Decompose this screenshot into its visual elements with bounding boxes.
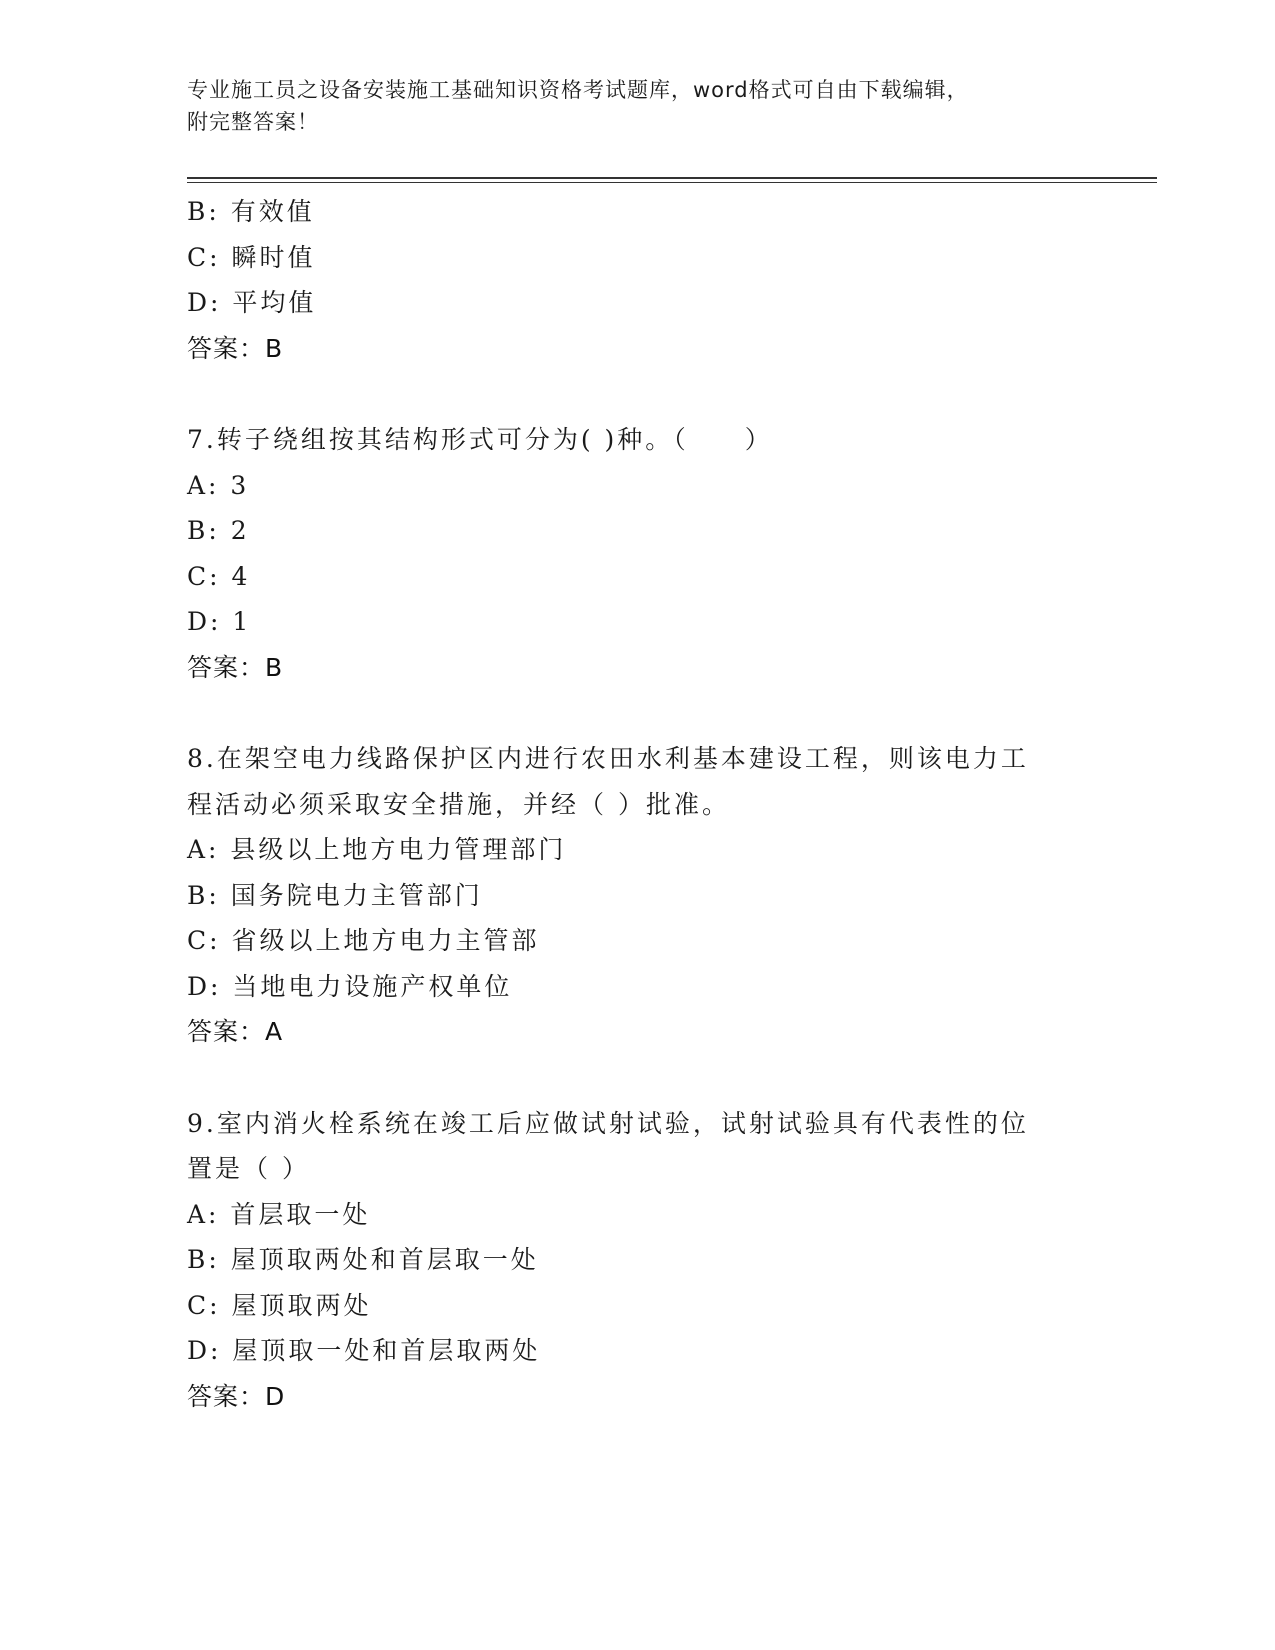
header-line-1: 专业施工员之设备安装施工基础知识资格考试题库，word格式可自由下载编辑， [187,78,969,102]
header-divider-thin [187,182,1157,183]
question-8 [187,736,1067,1055]
answer-line: 答案：D [187,1381,286,1411]
option-c: C: 省级以上地方电力主管部 [187,926,540,955]
option-c: C: 瞬时值 [187,242,316,272]
option-a: A: 3 [187,470,250,500]
option-b: B: 有效值 [187,197,315,226]
question-stem-line-2: 程活动必须采取安全措施，并经（ ）批准。 [187,789,730,819]
document-header [187,74,1067,138]
answer-line: 答案：A [187,1017,284,1046]
option-b: B: 2 [187,516,250,545]
option-d: D: 1 [187,607,252,636]
option-d: D: 屋顶取一处和首层取两处 [187,1336,541,1365]
question-list [187,189,1067,1419]
option-c: C: 屋顶取两处 [187,1290,372,1320]
question-stem-line-1: 8.在架空电力线路保护区内进行农田水利基本建设工程，则该电力工 [187,744,1029,773]
option-a: A: 首层取一处 [187,1199,371,1229]
header-divider-thick [187,177,1157,179]
option-d: D: 平均值 [187,288,317,317]
header-line-2: 附完整答案！ [187,110,319,134]
question-stem-line-2: 置是（ ） [187,1154,310,1183]
option-b: B: 国务院电力主管部门 [187,880,483,910]
option-c: C: 4 [187,561,251,591]
question-9 [187,1101,1067,1420]
question-stem-line-1: 7.转子绕组按其结构形式可分为( )种。（ ） [187,425,773,454]
option-d: D: 当地电力设施产权单位 [187,971,513,1001]
previous-question-tail [187,189,1067,371]
option-b: B: 屋顶取两处和首层取一处 [187,1245,539,1274]
option-a: A: 县级以上地方电力管理部门 [187,835,567,864]
question-7 [187,417,1067,690]
question-stem-line-1: 9.室内消火栓系统在竣工后应做试射试验，试射试验具有代表性的位 [187,1108,1029,1138]
answer-line: 答案：B [187,652,284,682]
answer-line: 答案：B [187,333,284,363]
